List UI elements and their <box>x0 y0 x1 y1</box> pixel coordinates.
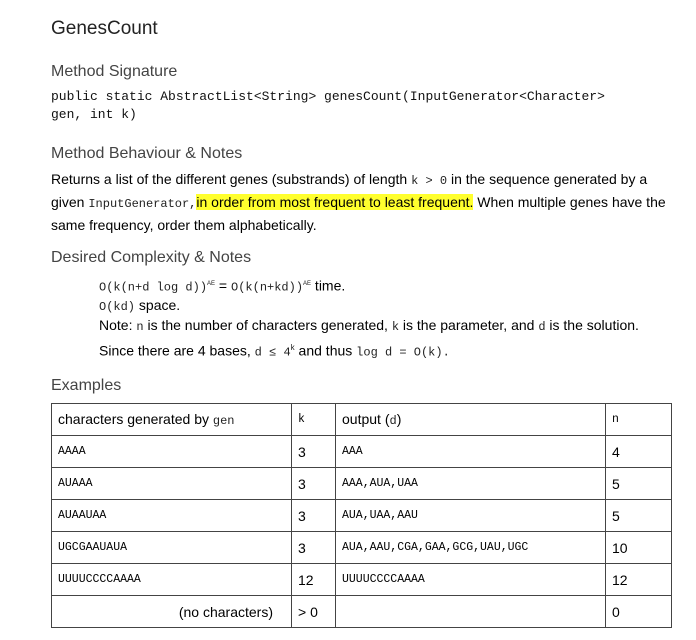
page-title: GenesCount <box>51 18 158 39</box>
cell-chars: UGCGAAUAUA <box>52 532 292 564</box>
examples-table <box>51 403 672 628</box>
cell-output: UUUUCCCCAAAA <box>336 564 606 596</box>
since-code-2: log d = O(k). <box>356 345 450 360</box>
complexity-since <box>99 337 689 364</box>
cell-output <box>336 596 606 628</box>
time-eq: = <box>215 277 232 294</box>
behaviour-text-1: Returns a list of the different genes (substrands) of length <box>51 171 412 187</box>
header-chars: characters generated by gen <box>52 404 292 436</box>
cell-output: AUA,UAA,AAU <box>336 500 606 532</box>
time-code-a: O(k(n+d log d)) <box>99 280 208 295</box>
space-code: O(kd) <box>99 300 136 314</box>
header-output: output (d) <box>336 404 606 436</box>
header-k: k <box>292 404 336 436</box>
since-text-1: Since there are 4 bases, <box>99 342 255 359</box>
table-row <box>52 564 672 596</box>
behaviour-paragraph <box>51 169 681 236</box>
note-label: Note: <box>99 317 137 333</box>
examples-heading: Examples <box>51 377 122 394</box>
cell-k: 3 <box>292 436 336 468</box>
cell-n: 10 <box>606 532 672 564</box>
time-sup-b: AE <box>303 281 312 287</box>
cell-output: AUA,AAU,CGA,GAA,GCG,UAU,UGC <box>336 532 606 564</box>
note-code-k: k <box>391 320 400 334</box>
cell-k: > 0 <box>292 596 336 628</box>
behaviour-code-inputgenerator: InputGenerator, <box>88 197 197 211</box>
cell-chars: AUAAUAA <box>52 500 292 532</box>
table-row <box>52 532 672 564</box>
time-suffix: time. <box>311 277 346 294</box>
space-suffix: space. <box>135 297 181 313</box>
cell-k: 12 <box>292 564 336 596</box>
since-sup: k <box>290 343 295 352</box>
cell-k: 3 <box>292 468 336 500</box>
complexity-heading: Desired Complexity & Notes <box>51 249 252 266</box>
cell-n: 5 <box>606 468 672 500</box>
cell-output: AAA <box>336 436 606 468</box>
since-text-2: and thus <box>294 342 357 359</box>
time-sup-a: AE <box>207 281 216 287</box>
cell-chars: UUUUCCCCAAAA <box>52 564 292 596</box>
table-row <box>52 500 672 532</box>
note-code-n: n <box>136 320 144 334</box>
behaviour-text-2: in the sequence generated by a given <box>51 171 648 210</box>
cell-chars: AUAAA <box>52 468 292 500</box>
cell-k: 3 <box>292 532 336 564</box>
header-n: n <box>606 404 672 436</box>
cell-chars: (no characters) <box>52 596 292 628</box>
cell-chars: AAAA <box>52 436 292 468</box>
cell-n: 12 <box>606 564 672 596</box>
note-text-2: is the parameter, and <box>399 317 539 333</box>
cell-k: 3 <box>292 500 336 532</box>
note-code-d: d <box>538 320 546 334</box>
note-text-3: is the solution. <box>545 317 639 333</box>
behaviour-heading: Method Behaviour & Notes <box>51 145 243 162</box>
signature-line-1: public static AbstractList<String> genesCount(InputGenerator<Character> <box>51 89 605 104</box>
behaviour-code-k: k > 0 <box>411 174 448 188</box>
cell-n: 0 <box>606 596 672 628</box>
cell-n: 4 <box>606 436 672 468</box>
cell-n: 5 <box>606 500 672 532</box>
table-header-row <box>52 404 672 436</box>
table-row <box>52 436 672 468</box>
behaviour-text-3: When multiple genes have the same frequency, order them alphabetically. <box>51 194 666 233</box>
method-signature-heading: Method Signature <box>51 63 178 80</box>
since-code-1: d ≤ 4 <box>254 345 291 360</box>
behaviour-highlight: in order from most frequent to least frequent. <box>196 194 474 210</box>
complexity-note <box>99 315 689 338</box>
note-text-1: is the number of characters generated, <box>143 317 392 333</box>
signature-line-2: gen, int k) <box>51 107 137 122</box>
table-row <box>52 596 672 628</box>
method-signature-code <box>51 88 605 124</box>
table-row <box>52 468 672 500</box>
time-code-b: O(k(n+kd)) <box>231 280 304 295</box>
cell-output: AAA,AUA,UAA <box>336 468 606 500</box>
